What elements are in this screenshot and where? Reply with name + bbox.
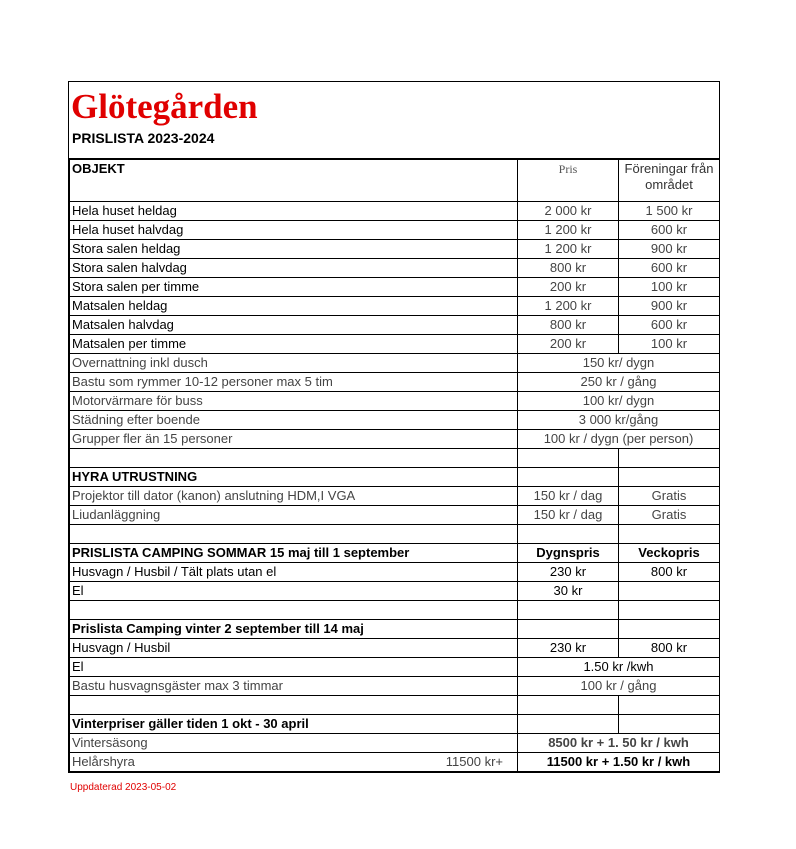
row-pris: 1 200 kr: [518, 240, 619, 259]
row-foren: 900 kr: [619, 240, 720, 259]
extra-label: Städning efter boende: [70, 411, 518, 430]
extra-value: 150 kr/ dygn: [518, 354, 720, 373]
header-veckopris: Veckopris: [619, 544, 720, 563]
table-row: [70, 487, 720, 506]
row-foren: 600 kr: [619, 259, 720, 278]
row-label: Hela huset heldag: [70, 202, 518, 221]
header-pris: Pris: [518, 160, 619, 202]
table-row: [70, 658, 720, 677]
empty-row: [70, 525, 720, 544]
row-foren: 600 kr: [619, 316, 720, 335]
row-value: 8500 kr + 1. 50 kr / kwh: [518, 734, 720, 753]
row-label: Matsalen halvdag: [70, 316, 518, 335]
row-label: Stora salen halvdag: [70, 259, 518, 278]
extra-value: 100 kr / dygn (per person): [518, 430, 720, 449]
row-pris: 800 kr: [518, 259, 619, 278]
empty-row: [70, 696, 720, 715]
extra-label: Motorvärmare för buss: [70, 392, 518, 411]
row-pris: 200 kr: [518, 278, 619, 297]
table-row: [70, 297, 720, 316]
table-row: [70, 202, 720, 221]
row-pris: 1 200 kr: [518, 221, 619, 240]
table-row: [70, 506, 720, 525]
row-pris: 150 kr / dag: [518, 506, 619, 525]
row-foren: [619, 582, 720, 601]
row-foren: 900 kr: [619, 297, 720, 316]
table-row: [70, 753, 720, 772]
table-row: [70, 221, 720, 240]
row-pris: 800 kr: [518, 316, 619, 335]
row-label: Matsalen heldag: [70, 297, 518, 316]
header-objekt: OBJEKT: [70, 160, 518, 202]
table-row: [70, 240, 720, 259]
page-title: Glötegården: [71, 87, 258, 126]
row-label: El: [70, 658, 518, 677]
table-row: [70, 677, 720, 696]
row-label: Matsalen per timme: [70, 335, 518, 354]
row-pris: 1 200 kr: [518, 297, 619, 316]
header-dygnspris: Dygnspris: [518, 544, 619, 563]
updated-note: Uppdaterad 2023-05-02: [70, 782, 177, 793]
row-label: Hela huset halvdag: [70, 221, 518, 240]
table-row: [70, 734, 720, 753]
empty-row: [70, 449, 720, 468]
table-row: [70, 563, 720, 582]
price-table: [69, 159, 720, 772]
extra-value: 3 000 kr/gång: [518, 411, 720, 430]
row-label: Husvagn / Husbil: [70, 639, 518, 658]
row-value: 100 kr / gång: [518, 677, 720, 696]
table-row: [70, 316, 720, 335]
page-subtitle: PRISLISTA 2023-2024: [72, 130, 215, 146]
row-label: Husvagn / Husbil / Tält plats utan el: [70, 563, 518, 582]
price-sheet: [68, 81, 720, 773]
row-foren: 100 kr: [619, 278, 720, 297]
vinterpriser-heading: Vinterpriser gäller tiden 1 okt - 30 april: [70, 715, 518, 734]
row-foren: 600 kr: [619, 221, 720, 240]
row-label: Liudanläggning: [70, 506, 518, 525]
table-row: [70, 373, 720, 392]
extra-value: 100 kr/ dygn: [518, 392, 720, 411]
extra-label: Bastu som rymmer 10-12 personer max 5 tim: [70, 373, 518, 392]
empty-row: [70, 601, 720, 620]
table-row: [70, 278, 720, 297]
header-foreningar: Föreningar från området: [619, 160, 720, 202]
vinter-heading: Prislista Camping vinter 2 september till 14 maj: [70, 620, 518, 639]
table-row: [70, 430, 720, 449]
row-pris: 2 000 kr: [518, 202, 619, 221]
row-foren: Gratis: [619, 487, 720, 506]
row-pris: 150 kr / dag: [518, 487, 619, 506]
row-value: 1.50 kr /kwh: [518, 658, 720, 677]
row-label: Projektor till dator (kanon) anslutning HDM,I VGA: [70, 487, 518, 506]
table-row: [70, 411, 720, 430]
row-foren: 1 500 kr: [619, 202, 720, 221]
table-row: [70, 392, 720, 411]
row-foren: 800 kr: [619, 639, 720, 658]
row-label: Vintersäsong: [70, 734, 518, 753]
row-label: Bastu husvagnsgäster max 3 timmar: [70, 677, 518, 696]
section-heading-row: [70, 544, 720, 563]
row-foren: 800 kr: [619, 563, 720, 582]
row-pris: 200 kr: [518, 335, 619, 354]
extra-value: 250 kr / gång: [518, 373, 720, 392]
row-label: Stora salen per timme: [70, 278, 518, 297]
row-label: Stora salen heldag: [70, 240, 518, 259]
table-row: [70, 639, 720, 658]
row-pris: 230 kr: [518, 639, 619, 658]
section-heading-row: [70, 468, 720, 487]
section-heading-row: [70, 715, 720, 734]
sommar-heading: PRISLISTA CAMPING SOMMAR 15 maj till 1 september: [70, 544, 518, 563]
table-row: [70, 582, 720, 601]
table-row: [70, 335, 720, 354]
table-row: [70, 354, 720, 373]
helar-amount: 11500 kr+: [445, 754, 503, 769]
utrustning-heading: HYRA UTRUSTNING: [70, 468, 518, 487]
row-pris: 30 kr: [518, 582, 619, 601]
row-foren: Gratis: [619, 506, 720, 525]
row-label: [70, 753, 518, 772]
row-pris: 230 kr: [518, 563, 619, 582]
extra-label: Grupper fler än 15 personer: [70, 430, 518, 449]
row-value: 11500 kr + 1.50 kr / kwh: [518, 753, 720, 772]
section-heading-row: [70, 620, 720, 639]
extra-label: Overnattning inkl dusch: [70, 354, 518, 373]
row-foren: 100 kr: [619, 335, 720, 354]
table-row: [70, 259, 720, 278]
row-label: El: [70, 582, 518, 601]
helar-label: Helårshyra: [72, 754, 135, 769]
sheet-header: [69, 82, 719, 159]
table-header-row: [70, 160, 720, 202]
